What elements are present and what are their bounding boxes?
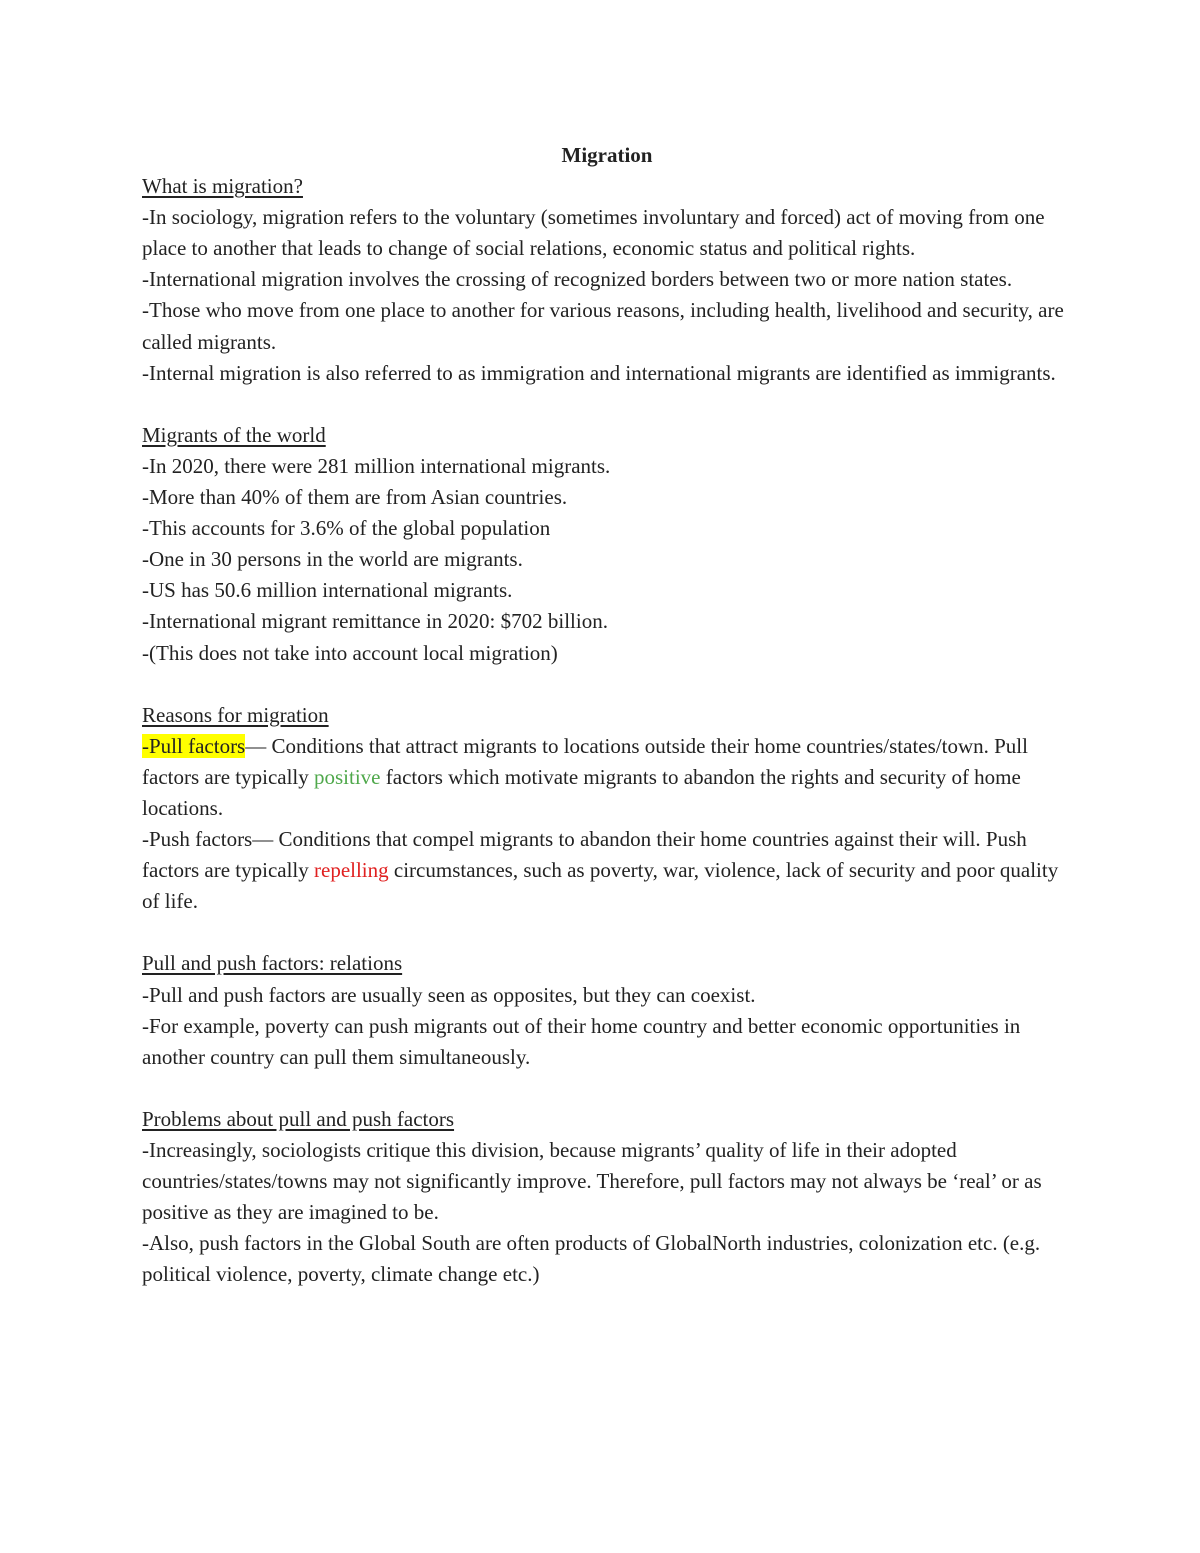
section-what-is-migration — [142, 171, 1072, 389]
section-reasons-for-migration — [142, 700, 1072, 918]
section-pull-push-relations — [142, 948, 1072, 1072]
pull-factors-text-end: factors which motivate migrants to abandon the rights and security of home locations. — [142, 764, 1021, 820]
paragraph: -In sociology, migration refers to the voluntary (sometimes involuntary and forced) act of moving from one place to another that leads to change of social relations, economic status and political rights. — [142, 205, 1045, 261]
section-heading: Problems about pull and push factors — [142, 1106, 455, 1131]
paragraph: -Internal migration is also referred to as immigration and international migrants are identified as immigrants. — [142, 360, 1056, 385]
blank-line — [142, 917, 1072, 948]
push-factors-text-end: circumstances, such as poverty, war, violence, lack of security and poor quality of life. — [142, 858, 1059, 914]
positive-keyword: positive — [314, 764, 381, 789]
paragraph: -Also, push factors in the Global South are often products of GlobalNorth industries, colonization etc. (e.g. political violence, poverty, climate change etc.) — [142, 1231, 1041, 1287]
section-heading: Migrants of the world — [142, 422, 326, 447]
section-heading: Pull and push factors: relations — [142, 951, 403, 976]
pull-factors-term: Pull factors — [149, 733, 246, 758]
pull-factors-paragraph — [142, 731, 1072, 824]
section-migrants-of-the-world — [142, 420, 1072, 669]
paragraph: -US has 50.6 million international migrants. — [142, 578, 513, 603]
paragraph: -This accounts for 3.6% of the global population — [142, 516, 551, 541]
pull-factors-dash: - — [142, 733, 149, 758]
paragraph: -International migration involves the crossing of recognized borders between two or more nation states. — [142, 267, 1013, 292]
repelling-keyword: repelling — [314, 858, 389, 883]
document-page — [142, 140, 1072, 1290]
section-heading: Reasons for migration — [142, 702, 329, 727]
section-heading: What is migration? — [142, 174, 303, 199]
blank-line — [142, 389, 1072, 420]
blank-line — [142, 669, 1072, 700]
push-factors-paragraph — [142, 824, 1072, 917]
push-factors-text: -Push factors— Conditions that compel migrants to abandon their home countries against their will. Push factors are typically — [142, 827, 1027, 883]
paragraph: -International migrant remittance in 2020: $702 billion. — [142, 609, 608, 634]
paragraph: -In 2020, there were 281 million international migrants. — [142, 453, 611, 478]
page-title: Migration — [561, 143, 653, 167]
section-problems-pull-push — [142, 1104, 1072, 1291]
paragraph: -Increasingly, sociologists critique this division, because migrants’ quality of life in their adopted countries/states/towns may not significantly improve. Therefore, pull factors may not always be ‘real’ or as positive as they are imagined to be. — [142, 1138, 1042, 1225]
paragraph: -More than 40% of them are from Asian countries. — [142, 485, 568, 510]
blank-line — [142, 1073, 1072, 1104]
paragraph: -Pull and push factors are usually seen as opposites, but they can coexist. — [142, 982, 756, 1007]
paragraph: -(This does not take into account local migration) — [142, 640, 558, 665]
paragraph: -Those who move from one place to another for various reasons, including health, livelihood and security, are called migrants. — [142, 298, 1064, 354]
paragraph: -One in 30 persons in the world are migrants. — [142, 547, 523, 572]
pull-factors-text: — Conditions that attract migrants to locations outside their home countries/states/town. Pull factors are typically — [142, 733, 1028, 789]
paragraph: -For example, poverty can push migrants out of their home country and better economic opportunities in another country can pull them simultaneously. — [142, 1013, 1021, 1069]
